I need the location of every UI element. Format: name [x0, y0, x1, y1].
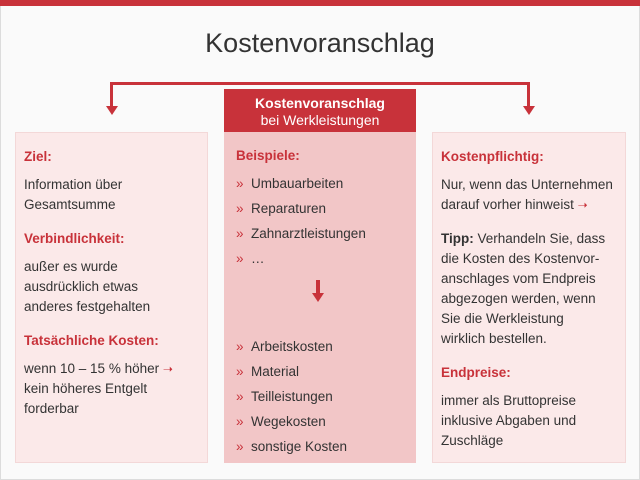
tip-label: Tipp: — [441, 231, 474, 246]
tip-line: Tipp: Verhandeln Sie, dass — [441, 231, 606, 246]
costs-list — [236, 337, 347, 462]
goal-line: Gesamtsumme — [24, 197, 116, 212]
binding-heading: Verbindlichkeit: — [24, 231, 125, 246]
down-arrowhead-icon — [312, 293, 324, 302]
bullet-chevron-icon: » — [236, 389, 244, 404]
right-panel — [432, 132, 626, 463]
list-item: » Material — [236, 362, 347, 382]
page-title: Kostenvoranschlag — [205, 28, 435, 58]
bullet-chevron-icon: » — [236, 439, 244, 454]
tip-line: wirklich bestellen. — [441, 331, 547, 346]
connector-horizontal — [110, 82, 530, 85]
examples-heading: Beispiele: — [236, 148, 300, 163]
tip-line: Sie die Werkleistung — [441, 311, 564, 326]
final-prices-line: immer als Bruttopreise — [441, 393, 577, 408]
bullet-chevron-icon: » — [236, 226, 244, 241]
center-header-subtitle: bei Werkleistungen — [260, 112, 380, 128]
right-arrow-icon: ➝ — [577, 198, 588, 212]
actual-costs-heading: Tatsächliche Kosten: — [24, 333, 159, 348]
bullet-chevron-icon: » — [236, 414, 244, 429]
list-item: » sonstige Kosten — [236, 437, 347, 457]
actual-costs-line: wenn 10 – 15 % höher ➝ — [24, 361, 173, 376]
goal-heading: Ziel: — [24, 149, 52, 164]
tip-line: abgezogen werden, wenn — [441, 291, 596, 306]
list-item: » Arbeitskosten — [236, 337, 347, 357]
bullet-chevron-icon: » — [236, 176, 244, 191]
bullet-chevron-icon: » — [236, 364, 244, 379]
actual-costs-line: forderbar — [24, 401, 79, 416]
tip-line: die Kosten des Kostenvor- — [441, 251, 600, 266]
top-accent-bar — [0, 0, 640, 6]
list-item: » Teilleistungen — [236, 387, 347, 407]
examples-list — [236, 174, 404, 269]
list-item: » … — [236, 249, 404, 269]
list-item: » Zahnarztleistungen — [236, 224, 404, 244]
chargeable-text — [441, 175, 613, 215]
binding-line: anderes festgehalten — [24, 299, 151, 314]
binding-line: außer es wurde — [24, 259, 118, 274]
connector-right-vertical — [527, 82, 530, 106]
final-prices-line: inklusive Abgaben und — [441, 413, 577, 428]
goal-line: Information über — [24, 177, 123, 192]
final-prices-text — [441, 391, 613, 451]
bullet-chevron-icon: » — [236, 201, 244, 216]
center-header — [224, 89, 416, 132]
actual-costs-text — [24, 359, 195, 419]
center-header-title: Kostenvoranschlag — [255, 95, 385, 111]
goal-text — [24, 175, 195, 215]
final-prices-heading: Endpreise: — [441, 365, 511, 380]
right-arrow-icon: ➝ — [162, 362, 173, 376]
final-prices-line: Zuschläge — [441, 433, 504, 448]
bullet-chevron-icon: » — [236, 339, 244, 354]
binding-text — [24, 257, 195, 317]
list-item: » Reparaturen — [236, 199, 404, 219]
arrowhead-right-icon — [523, 106, 535, 115]
binding-line: ausdrücklich etwas — [24, 279, 139, 294]
actual-costs-line: kein höheres Entgelt — [24, 381, 148, 396]
middle-panel — [224, 132, 416, 463]
list-item: » Umbauarbeiten — [236, 174, 404, 194]
connector-left-vertical — [110, 82, 113, 106]
chargeable-line: Nur, wenn das Unternehmen — [441, 177, 613, 192]
tip-text — [441, 229, 613, 349]
arrowhead-left-icon — [106, 106, 118, 115]
left-panel — [15, 132, 208, 463]
chargeable-heading: Kostenpflichtig: — [441, 149, 544, 164]
tip-line: anschlages vom Endpreis — [441, 271, 596, 286]
bullet-chevron-icon: » — [236, 251, 244, 266]
chargeable-line: darauf vorher hinweist ➝ — [441, 197, 588, 212]
down-arrow-icon — [316, 280, 320, 294]
list-item: » Wegekosten — [236, 412, 347, 432]
